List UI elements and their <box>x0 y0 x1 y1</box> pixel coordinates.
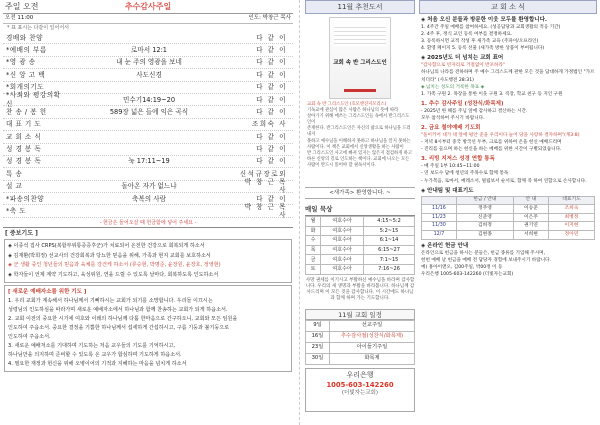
online-offering-line: 온라인으로 헌금을 하시는 분들은, 헌금 종류를 기입해 주시며, <box>421 250 546 256</box>
friday-prayer-section <box>419 122 597 153</box>
bible-reading-line: - 연 보도수 담에 청년의 주목수로 함께 통독 <box>421 171 509 177</box>
service-date: 11/16 <box>422 205 457 214</box>
friday-prayer-title: 2. 금요 철야예배 기도회 <box>421 125 481 132</box>
worship-order-leader: 다 같 이 <box>256 58 287 67</box>
service-person: 김희정 <box>456 222 513 231</box>
welcome-title: ◈ 처음 오신 분들과 방문한 이웃 모두를 환영합니다. <box>421 17 547 23</box>
worship-order-content: 민수기14:19~20 <box>122 95 176 104</box>
online-offering-line: 우리은행 1005-603-142260 (더빛자는교회) <box>421 271 514 277</box>
schedule-date: 30일 <box>306 353 330 364</box>
worship-order-name: 성 경 봉 독 <box>6 157 42 166</box>
church-news-header: 교 회 소 식 <box>419 0 597 14</box>
page-divider <box>299 0 300 425</box>
service-person: 김현종 <box>456 230 513 239</box>
friday-prayer-line: "돌이키어 대가 네 앞에 평안 준을 우리이다 늘어 당을 사랑하 결자하며"(계3:8) <box>421 133 580 139</box>
worship-note: * 표 표시는 다같이 일어서서 <box>7 25 69 31</box>
motto-section <box>419 52 597 97</box>
thanksgiving-section <box>419 98 597 122</box>
worship-order-item <box>3 144 293 156</box>
new-site-prayer-line: 하나님만을 의지하며 준비할 수 있도록 온 교우가 합심하며 기도하게 하옵소서. <box>8 352 182 359</box>
service-person: 서희현 <box>513 230 548 239</box>
worship-order-name: 교 회 소 식 <box>6 132 42 141</box>
new-site-prayer-title: [ 새로운 예배자소를 위한 기도 ] <box>8 289 87 296</box>
worship-order-leader: 박 창 근 목 사 <box>244 178 287 195</box>
worship-order-item <box>3 91 293 108</box>
worship-order-leader: 다 같 이 <box>256 132 287 141</box>
daily-meditation-cell: 6:15~27 <box>364 245 415 255</box>
schedule-date: 9일 <box>306 320 330 331</box>
daily-meditation-row <box>306 226 415 236</box>
bible-reading-line: - 누가복음, 로마서, 예레소서, 빌립보서 순서로, 함께 즉 하여 연합으로 손사합니다. <box>421 178 587 184</box>
worship-panel <box>3 0 293 425</box>
daily-meditation-table <box>305 216 415 275</box>
intercession-item: ◈ 김재환(박희정) 선교사의 건강회복과 당뇨한 믿음을 위해, 가족과 현지 교회를 보호하소서 <box>8 252 211 259</box>
book-cover-title: 교회 속 반 그리스도인 <box>333 60 387 66</box>
bible-reading-title: 3. 리빙 지저스 성경 연합 통독 <box>421 156 495 163</box>
daily-meditation-cell: 화 <box>306 226 321 236</box>
worship-order-leader: 다 같 이 <box>256 70 287 79</box>
worship-order-leader: 다 같 이 <box>256 95 287 104</box>
worship-order-leader: 다 같 이 <box>256 33 287 42</box>
schedule-date: 16일 <box>306 331 330 342</box>
schedule-date: 23일 <box>306 342 330 353</box>
worship-order-name: 설 교 <box>6 182 23 191</box>
service-person: 신준영 <box>456 213 513 222</box>
service-header-cell: 헌금 / 안내 <box>456 196 513 205</box>
service-row <box>422 205 595 214</box>
bible-reading-section <box>419 153 597 184</box>
worship-order-content: 사도신경 <box>136 70 162 79</box>
schedule-event: 추수감사절(성찬식/화목제) <box>330 331 415 342</box>
service-person: 조희숙 <box>548 205 594 214</box>
welcome-line: 1. 4주간 주일 예배를 참여하세요. (성공담당과 교회생활의 적응 기간) <box>421 25 561 30</box>
worship-order-name: *예배의 부름 <box>6 45 47 54</box>
bank-account-holder: (더빛자는교회) <box>341 389 379 396</box>
service-row <box>422 222 595 231</box>
schedule-row <box>306 353 415 364</box>
worship-order-item <box>3 178 293 195</box>
worship-leader: 인도: 박창근 목사 <box>248 15 291 22</box>
bible-reading-line: - 매 주일 1부 10:45~11:00 <box>421 164 480 170</box>
worship-header <box>3 0 293 14</box>
service-person: 이은주 <box>513 213 548 222</box>
worship-title: 추수감사주일 <box>124 1 172 11</box>
daily-meditation-cell: 여호수아 <box>321 245 364 255</box>
new-site-prayer-line: 인도하여 주옵소서. 중요한 결정을 기쁨한 하나님께서 섭세하게 간섭하시고, 구름 기둥과 불기둥으로 <box>8 325 230 332</box>
welcome-line: 2. 4주 후, 정식 교인 등록 여부를 결정하세요. <box>421 32 513 38</box>
intercession-item: ◈ 이종석 집사 CRPS(복합부위통증증후군)가 치료되어 온전한 건강으로 회복되게 하소서 <box>8 243 205 250</box>
book-description-line: 존재한다. 반그리스도인은 자신의 삶으로 하나님을 드러내지 <box>307 126 411 138</box>
goal-line: 1. 가족 구원 2. 목장을 통한 이웃 구원 3. 직장, 학교 친구 등 지인 구원 <box>421 91 563 97</box>
daily-meditation-cell: 금 <box>306 255 321 265</box>
service-row <box>422 213 595 222</box>
worship-subheader <box>3 14 293 24</box>
schedule-table <box>305 320 415 365</box>
daily-meditation-row <box>306 255 415 265</box>
new-site-prayer-box <box>4 285 292 372</box>
book-description-line: 못하고 예수님을 이해하지 못하고 하나님을 알지 못하는 <box>307 138 411 144</box>
service-person: 최병정 <box>548 213 594 222</box>
worship-order-leader: 다 같 이 <box>256 194 287 203</box>
online-offering-title: ◈ 온라인 헌금 안내 <box>421 242 469 249</box>
daily-meditation-cell: 4:15~5:2 <box>364 217 415 227</box>
worship-order-name: 경배와 찬양 <box>6 33 43 42</box>
book-panel <box>305 0 415 425</box>
welcome-section <box>419 14 597 52</box>
book-description-line: 사람이다. 이 책은 교회에서 신앙생활을 하는 사람이 <box>307 144 404 150</box>
worship-order-name: 성 경 봉 독 <box>6 145 42 154</box>
book-description-line: 교회 속 반 그리스도인 (호모엔진저모리스) <box>307 102 387 107</box>
daily-meditation-cell: 5:2~15 <box>364 226 415 236</box>
worship-order-name: *신 앙 고 백 <box>6 70 46 79</box>
service-person: 권기연 <box>513 222 548 231</box>
service-header-cell: 대표기도 <box>548 196 594 205</box>
book-description-line: 반 그리스도인 사고에 빠져 있지는 않은지 점검하게 하고 <box>307 150 413 156</box>
worship-order-list <box>3 32 293 218</box>
friday-prayer-line: - 진리를 들으며 하는 헌신을 하는 예배를 위한 시간이 구별되었습니다. <box>421 147 562 153</box>
worship-order-name: 대 표 기 도 <box>6 120 42 129</box>
worship-time: 오전 11:00 <box>5 15 34 22</box>
service-date: 11/23 <box>422 213 457 222</box>
worship-order-leader: 신석규장로외 <box>239 169 287 178</box>
book-header: 11월 추천도서 <box>305 0 415 14</box>
new-site-prayer-line: 1. 우리 교회가 계속해서 하나님께서 기뻐하시는 교회가 되기를 소망합니다. 우리들 이끄시는 <box>8 298 213 305</box>
service-person: 정아연 <box>548 230 594 239</box>
worship-order-content: 축복의 사람 <box>132 194 166 203</box>
service-header-cell: 안 내 <box>513 196 548 205</box>
motto-title: ◈ 2025년도 더 넘치는 교회 표어 <box>421 55 504 62</box>
new-site-prayer-line: 2. 교회 이전의 중요한 시기에 여호와 이레의 하나님께 다툼 한마음으로 간구하오니, 교회와 모든 임원을 <box>8 316 238 323</box>
worship-order-leader: 다 같 이 <box>256 157 287 166</box>
online-offering-section <box>419 240 597 278</box>
worship-order-content: 로마서 12:1 <box>130 45 167 54</box>
worship-order-item <box>3 106 293 118</box>
friday-prayer-line: - 저녁 8시부터 중국 방국선 두부, 크로를 위하여 온을 헌신 예배드리며 <box>421 140 562 146</box>
thanksgiving-title: 1. 추수 감사주일 (성찬식/화목제) <box>421 100 504 107</box>
new-site-prayer-line: 인도하여 주옵소서. <box>8 334 51 341</box>
daily-meditation-cell: 6:1~14 <box>364 236 415 246</box>
worship-order-content: 589장 넓은 들에 익은 곡식 <box>109 107 189 116</box>
service-date: 11/30 <box>422 222 457 231</box>
book-cover-image <box>329 17 391 99</box>
thanksgiving-line: 모두 참석하여 주시기 바랍니다. <box>421 115 485 121</box>
worship-order-item <box>3 32 293 44</box>
new-site-prayer-line: 성령님의 인도하심을 따라가며 새로운 예배자소에서 하나님과 함께 찬송하는 교회가 되게 하옵소서. <box>8 307 228 314</box>
new-site-prayer-line: 3. 새로운 예배처소를 기대하며 기도하는 처음 교우들의 기도를 기억하시고, <box>8 343 176 350</box>
worship-footer: - 헌금은 들어오실 때 헌금함에 넣어 주세요 - <box>3 218 293 228</box>
worship-order-leader: 조희숙 사 <box>251 120 287 129</box>
book-description-line: 사람이 반드시 읽어야 할 필독서이다. <box>307 162 377 168</box>
worship-order-content: 돌아온 자가 없느냐 <box>121 182 177 191</box>
worship-order-leader: 다 같 이 <box>256 145 287 154</box>
worship-order-name: 찬 송 / 봉 헌 <box>6 107 47 116</box>
service-row <box>422 230 595 239</box>
welcome-line: 4. 환영 페이지 5. 등록 선물 (새가족 방한 상품이 부여됩니다) <box>421 46 545 52</box>
worship-order-leader: 박 창 근 목 사 <box>244 202 287 220</box>
intercession-item: ◈ 학자들이 언제 계약 기도하고, 육성위원, 연을 드릴 수 있도록 날마다, 회복하도록 인도하소서 <box>8 271 219 278</box>
goal-title: ◈ 넘치는 성도의 거룩한 목표 ◈ <box>421 84 485 90</box>
daily-meditation-cell: 여호수아 <box>321 217 364 227</box>
book-description <box>305 99 415 187</box>
worship-order-content: 내 눈 주의 영광을 보네 <box>116 58 182 67</box>
intercession-box <box>4 239 292 283</box>
book-description-line: 기독교에 관심이 많은 사람은 하나님의 뜻에 따라 <box>307 108 399 114</box>
worship-order-item <box>3 57 293 69</box>
worship-order-leader: 다 같 이 <box>256 107 287 116</box>
daily-verse: 사망 권세를 이기시고 부활하신 예수님을 바라며 감사합니다. 우리의 새 생명과 부활을 바라봅니다. 하나님께 감사드리며 이 모든 것을 감사합니다. 이 시간에도 하나님과 함께 하며 가는 기도합니다. <box>305 277 415 302</box>
bank-info <box>305 368 415 412</box>
service-person: 정주영 <box>456 205 513 214</box>
daily-meditation-cell: 월 <box>306 217 321 227</box>
worship-order-item <box>3 69 293 81</box>
motto-text: "감사함으로 빈자리로 거절없이 반포하라" <box>421 63 506 69</box>
worship-order-item <box>3 44 293 56</box>
online-offering-line: 예) 홍아이앤오, 김00주일, 박00정 이 등 <box>421 264 503 270</box>
worship-order-item <box>3 131 293 143</box>
service-date: 12/7 <box>422 230 457 239</box>
bank-account-number: 1005-603-142260 <box>326 381 394 390</box>
daily-meditation-cell: 7:1~15 <box>364 255 415 265</box>
schedule-event: 아이들기주일 <box>330 342 415 353</box>
worship-order-name: 특 송 <box>6 169 23 178</box>
worship-order-item <box>3 156 293 168</box>
book-description-line: 바른 신앙의 길로 인도하는 책이다. 교회에 나오는 모든 <box>307 156 410 162</box>
schedule-title: 11월 교회 일정 <box>305 309 415 320</box>
daily-meditation-cell: 7:16~26 <box>364 264 415 274</box>
service-table <box>421 196 595 240</box>
new-site-prayer-line: 4. 필요한 재정과 헌신을 위해 오병이어의 기적과 지혜하는 마음을 넘치게 하소서 <box>8 361 187 368</box>
worship-order-name: *사죄와 평강의확신 <box>6 91 61 108</box>
daily-meditation-cell: 여호수아 <box>321 236 364 246</box>
intercession-item: ◈ 군 생활 중인 청년들의 믿음과 육체를 강건케 하소서 (류승현, 박명준, 윤장원, 윤장호, 정영현) <box>8 262 221 269</box>
schedule-row <box>306 342 415 353</box>
worship-order-name: *영 광 송 <box>6 58 36 67</box>
daily-meditation-cell: 여호수아 <box>321 255 364 265</box>
thanksgiving-line: - 2025년 한 해를 주님 앞에 감사하고 결산하는 시간. <box>421 108 528 114</box>
schedule-event: 선교주일 <box>330 320 415 331</box>
new-family-welcome: <새가족> 환영합니다. ~ <box>305 187 415 199</box>
worship-order-leader: 다 같 이 <box>256 83 287 92</box>
schedule-row <box>306 331 415 342</box>
worship-order-name: *축 도 <box>6 207 27 216</box>
daily-meditation-row <box>306 217 415 227</box>
book-description-line: 살아가기 위해 애쓰는 그리스도인들 속에서 반그리스도인이 <box>307 114 410 126</box>
worship-time-title: 주일 오전 <box>5 1 39 11</box>
online-offering-line: 헌헌 예배 날 헌금을 예배 전 담당자 경험에 보내주시기 바랍니다. <box>421 257 551 263</box>
motto-desc: 하나님의 나라를 전하하며 주 예수 그리스도께 관한 모든 것을 담대하게 가정법인 "가르치더라" (사도행전 28:31) <box>421 70 595 83</box>
worship-order-name: *파송의찬양 <box>6 194 45 203</box>
church-news-panel <box>419 0 597 425</box>
daily-meditation-cell: 여호수아 <box>321 264 364 274</box>
worship-order-item <box>3 119 293 131</box>
worship-order-name: *회개의기도 <box>6 83 45 92</box>
schedule-event: 화목제 <box>330 353 415 364</box>
service-person: 이승준 <box>513 205 548 214</box>
daily-meditation-cell: 토 <box>306 264 321 274</box>
daily-meditation-row <box>306 264 415 274</box>
intercession-title: [ 중보기도 ] <box>5 229 38 237</box>
service-person: 이지현 <box>548 222 594 231</box>
schedule-row <box>306 320 415 331</box>
worship-order-leader: 다 같 이 <box>256 45 287 54</box>
service-section <box>419 185 597 240</box>
daily-meditation-cell: 목 <box>306 245 321 255</box>
daily-meditation-cell: 여호수아 <box>321 226 364 236</box>
worship-order-item <box>3 202 293 220</box>
welcome-line: 3. 등록하시면 교적 작성 후 새가족 교육 (주파이/오프라인) <box>421 39 539 45</box>
daily-meditation-row <box>306 245 415 255</box>
service-title: ◈ 안내팀 및 대표기도 <box>421 187 474 194</box>
daily-meditation-cell: 수 <box>306 236 321 246</box>
bank-name: 우리은행 <box>346 370 374 379</box>
worship-order-content: 눅 17:11~19 <box>128 157 170 166</box>
daily-meditation-row <box>306 236 415 246</box>
service-header-cell <box>422 196 457 205</box>
daily-meditation-title: 매일 묵상 <box>305 205 415 216</box>
